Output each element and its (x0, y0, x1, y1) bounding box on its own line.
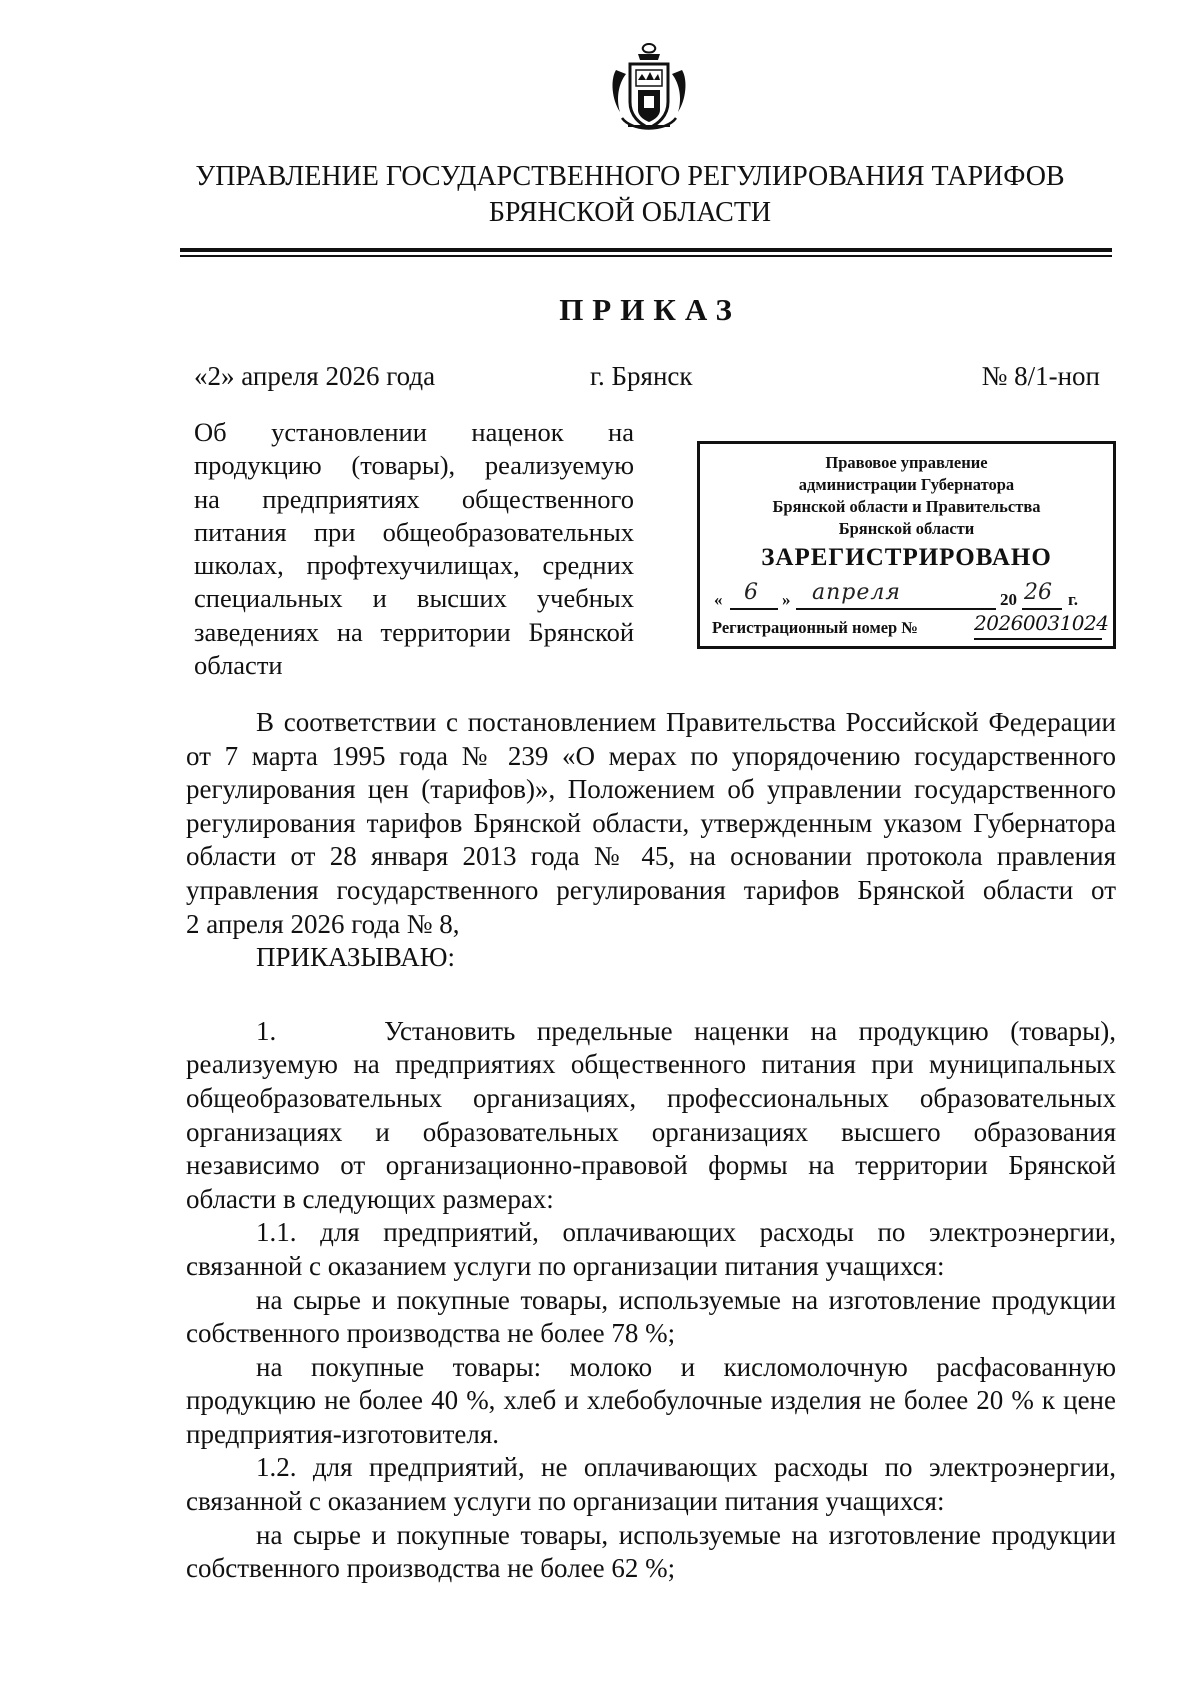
subject-line: заведениях на территории Брянской (194, 616, 634, 647)
item-1-1-b-line: предприятия-изготовителя. (186, 1418, 500, 1449)
item-1-1-line: связанной с оказанием услуги по организации питания учащихся: (186, 1250, 945, 1281)
coat-of-arms-icon (608, 40, 690, 140)
stamp-line: Правовое управление (825, 453, 988, 472)
stamp-line: Брянской области (838, 519, 975, 538)
subject-line: специальных и высших учебных (194, 583, 634, 614)
stamp-year-prefix: 20 (1000, 590, 1017, 609)
subject-line: питания при общеобразовательных (194, 516, 634, 547)
stamp-month: апреля (812, 580, 901, 605)
preamble-line: управления государственного регулирования тарифов Брянской области от (186, 874, 1116, 905)
stamp-underline (974, 638, 1102, 640)
stamp-reg-number-row (712, 611, 1109, 644)
stamp-year-unit: г. (1068, 590, 1079, 609)
stamp-year-suffix: 26 (1024, 580, 1052, 605)
header-rule-thin (180, 255, 1112, 257)
stamp-day: 6 (744, 580, 758, 605)
stamp-underline (796, 608, 996, 610)
subject-line: продукцию (товары), реализуемую (194, 450, 634, 481)
stamp-underline (730, 608, 778, 610)
item-1-2-line: связанной с оказанием услуги по организации питания учащихся: (186, 1486, 945, 1517)
document-title: ПРИКАЗ (559, 292, 741, 327)
stamp-open-quote: « (714, 590, 723, 609)
subject-line: области (194, 650, 283, 681)
item-1-line: организациях и образовательных организациях высшего образования (186, 1116, 1116, 1147)
order-number: № 8/1-ноп (981, 361, 1100, 391)
header-rule-thick (180, 248, 1112, 252)
order-date: «2» апреля 2026 года (194, 361, 436, 391)
subject-line: Об установлении наценок на (194, 417, 634, 447)
preamble-line: области от 28 января 2013 года № 45, на основании протокола правления (186, 841, 1116, 872)
order-city: г. Брянск (590, 361, 693, 391)
stamp-line: администрации Губернатора (798, 475, 1015, 494)
item-1-line: независимо от организационно-правовой формы на территории Брянской (186, 1150, 1116, 1181)
agency-name-line-2: БРЯНСКОЙ ОБЛАСТИ (488, 197, 772, 228)
item-1-line: общеобразовательных организациях, профессиональных образовательных (186, 1082, 1116, 1113)
order-word: ПРИКАЗЫВАЮ: (256, 942, 455, 973)
subject-line: школах, профтехучилищах, средних (194, 550, 634, 581)
item-1-2-line: 1.2. для предприятий, не оплачивающих расходы по электроэнергии, (256, 1452, 1116, 1483)
preamble-line: регулирования цен (тарифов)», Положением об управлении государственного (186, 774, 1116, 805)
stamp-reg-number-label: Регистрационный номер № (712, 618, 918, 637)
stamp-date (712, 580, 1107, 614)
item-1-2-a-line: на сырье и покупные товары, используемые на изготовление продукции (256, 1519, 1116, 1550)
preamble-line: В соответствии с постановлением Правительства Российской Федерации (256, 707, 1116, 737)
preamble-line: от 7 марта 1995 года № 239 «О мерах по упорядочению государственного (186, 740, 1116, 771)
item-1-1-b-line: на покупные товары: молоко и кисломолочную расфасованную (256, 1351, 1116, 1382)
agency-name-line-1: УПРАВЛЕНИЕ ГОСУДАРСТВЕННОГО РЕГУЛИРОВАНИЯ ТАРИФОВ (195, 161, 1065, 192)
stamp-close-quote: » (782, 590, 791, 609)
paragraph-gap (186, 975, 1116, 1015)
stamp-line: Брянской области и Правительства (772, 497, 1041, 516)
item-1-line: реализуемую на предприятиях общественного питания при муниципальных (186, 1049, 1116, 1080)
order-body (186, 706, 1116, 1586)
item-1-line: 1. Установить предельные наценки на продукцию (товары), (256, 1015, 1116, 1046)
preamble-line: регулирования тарифов Брянской области, утвержденным указом Губернатора (186, 807, 1116, 838)
stamp-underline (1022, 608, 1062, 610)
order-subject (194, 416, 634, 682)
registration-stamp (697, 441, 1116, 649)
item-1-1-line: 1.1. для предприятий, оплачивающих расходы по электроэнергии, (256, 1217, 1116, 1248)
item-1-1-a-line: собственного производства не более 78 %; (186, 1318, 676, 1349)
subject-line: на предприятиях общественного (194, 483, 634, 514)
item-1-line: области в следующих размерах: (186, 1183, 554, 1214)
stamp-reg-number: 20260031024 (974, 611, 1109, 635)
item-1-2-a-line: собственного производства не более 62 %; (186, 1553, 676, 1584)
stamp-registered: ЗАРЕГИСТРИРОВАНО (761, 544, 1052, 571)
preamble-line: 2 апреля 2026 года № 8, (186, 908, 460, 939)
item-1-1-b-line: продукцию не более 40 %, хлеб и хлебобулочные изделия не более 20 % к цене (186, 1385, 1116, 1416)
item-1-1-a-line: на сырье и покупные товары, используемые на изготовление продукции (256, 1284, 1116, 1315)
